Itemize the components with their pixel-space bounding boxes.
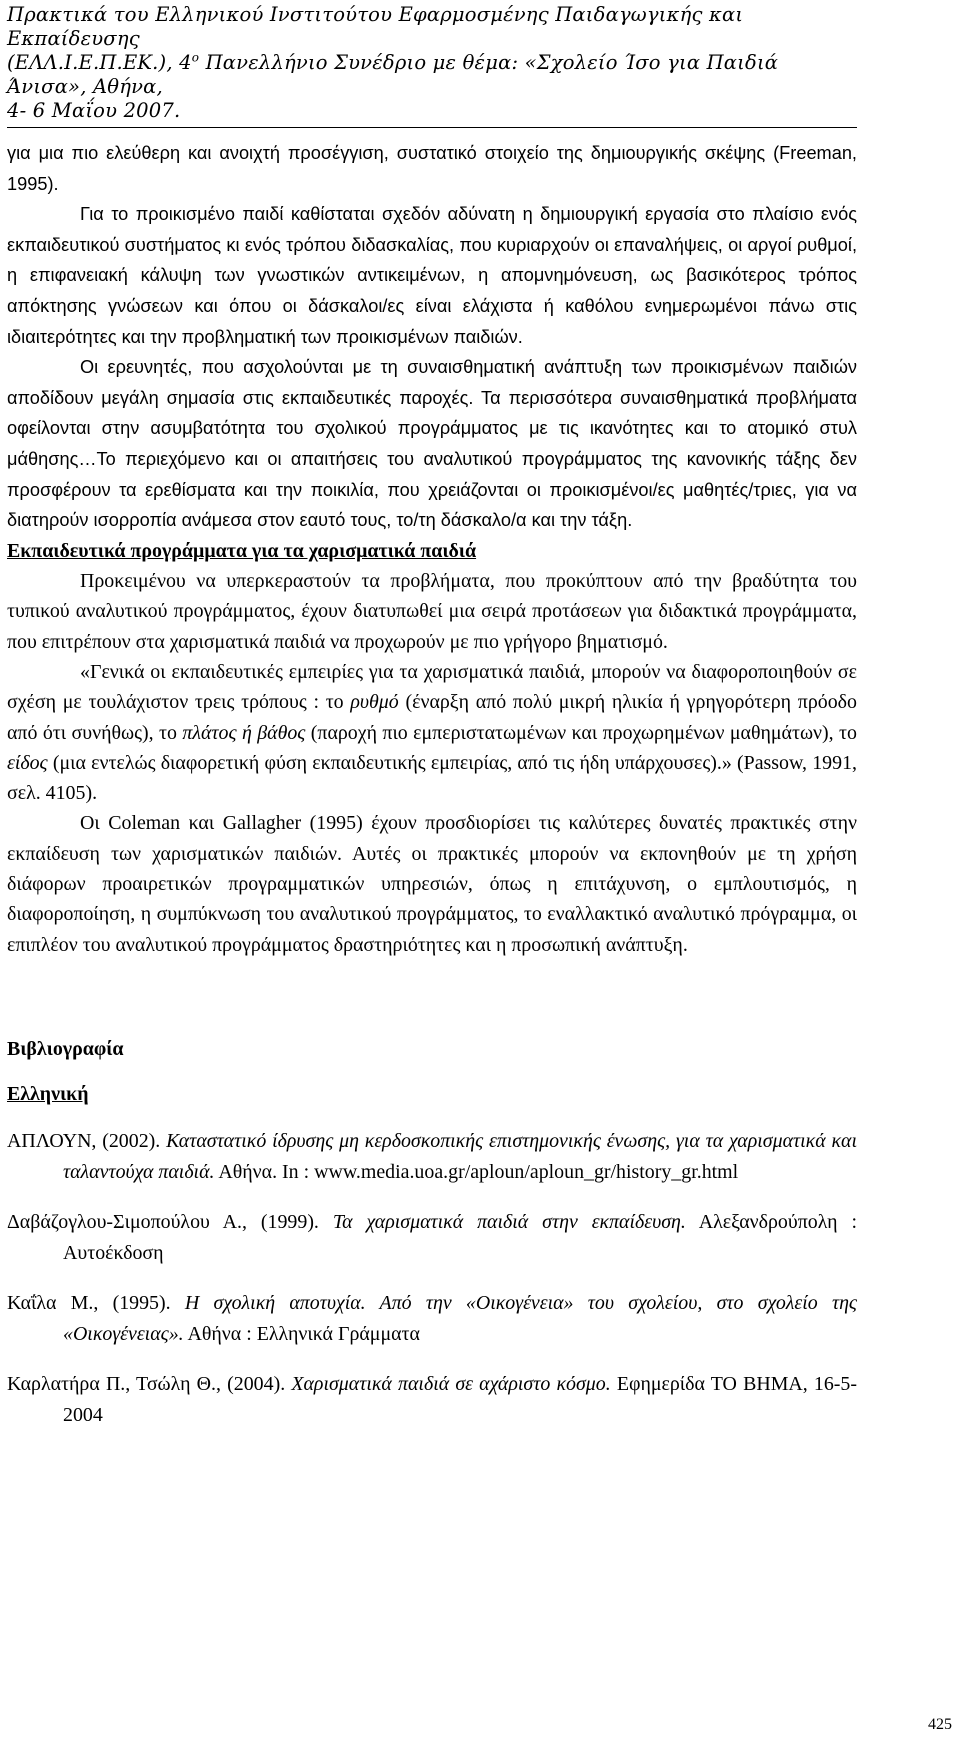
header-line-3: 4- 6 Μαΐου 2007. xyxy=(7,99,181,122)
reference-author: Δαβάζογλου-Σιμοπούλου Α., (1999). xyxy=(7,1210,333,1233)
paragraph-1: για μια πιο ελεύθερη και ανοιχτή προσέγγιση, συστατικό στοιχείο της δημιουργικής σκέψης (Freeman, 1995). xyxy=(7,143,857,194)
running-header xyxy=(7,3,857,123)
header-line-2-b: Πανελλήνιο Συνέδριο με θέμα: «Σχολείο Ίσο για Παιδιά Άνισα», Αθήνα, xyxy=(7,51,779,98)
quote-italic-3: είδος xyxy=(7,751,48,774)
reference-details: Εφημερίδα ΤΟ ΒΗΜΑ, 16-5-2004 xyxy=(63,1372,857,1426)
quote-part-3: (παροχή πιο εμπεριστατωμένων και προχωρημένων μαθημάτων), το xyxy=(305,721,857,744)
section-quote xyxy=(7,657,857,808)
reference-item xyxy=(7,1207,857,1269)
reference-author: Καΐλα Μ., (1995). xyxy=(7,1291,185,1314)
quote-italic-1: ρυθμό xyxy=(350,691,399,714)
document-page xyxy=(7,0,857,1431)
header-line-2 xyxy=(7,51,857,99)
reference-title: Η σχολική αποτυχία. Από την «Οικογένεια» του σχολείου, στο σχολείο της «Οικογένειας». xyxy=(63,1291,858,1345)
reference-details: Αθήνα : Ελληνικά Γράμματα xyxy=(183,1322,420,1345)
section-text xyxy=(7,566,857,960)
header-divider xyxy=(7,127,857,128)
reference-title: Καταστατικό ίδρυσης μη κερδοσκοπικής επιστημονικής ένωσης, για τα χαρισματικά και ταλαντούχα παιδιά. xyxy=(63,1129,858,1183)
page-number: 425 xyxy=(928,1716,952,1733)
quote-italic-2: πλάτος ή βάθος xyxy=(182,721,306,744)
paragraph-3: Οι ερευνητές, που ασχολούνται με τη συναισθηματική ανάπτυξη των προικισμένων παιδιών αποδίδουν μεγάλη σημασία στις εκπαιδευτικές παροχές. Τα περισσότερα συναισθηματικά προβλήματα οφείλονται στην ασυμβατότητα του σχολικού προγράμματος με τις ικανότητες και το ατομικό στυλ μάθησης…Το περιεχόμενο και οι απαιτήσεις του αναλυτικού προγράμματος της κανονικής τάξης δεν προσφέρουν τα ερεθίσματα και την ποικιλία, που χρειάζονται οι προικισμένοι/ες μαθητές/τριες, για να διατηρούν ισορροπία ανάμεσα στον εαυτό τους, το/τη δάσκαλο/α και την τάξη. xyxy=(7,357,857,531)
header-line-2-a: (ΕΛΛ.Ι.Ε.Π.ΕΚ.), 4 xyxy=(7,51,192,74)
reference-item xyxy=(7,1288,857,1350)
body-text xyxy=(7,138,857,536)
paragraph-2: Για το προικισμένο παιδί καθίσταται σχεδόν αδύνατη η δημιουργική εργασία στο πλαίσιο ενός εκπαιδευτικού συστήματος κι ενός τρόπου διδασκαλίας, που κυριαρχούν οι επαναλήψεις, οι αργοί ρυθμοί, η επιφανειακή κάλυψη των γνωστικών αντικειμένων, η απομνημόνευση, ως βασικότερος τρόπος απόκτησης γνώσεων και όπου οι δάσκαλοι/ες είναι ελάχιστα ή καθόλου ενημερωμένοι πάνω στις ιδιαιτερότητες και την προβληματική των προικισμένων παιδιών. xyxy=(7,204,857,347)
reference-title: Χαρισματικά παιδιά σε αχάριστο κόσμο. xyxy=(291,1372,611,1395)
reference-item xyxy=(7,1369,857,1431)
header-line-2-sup: ο xyxy=(191,50,200,65)
reference-author: Καρλατήρα Π., Τσώλη Θ., (2004). xyxy=(7,1372,292,1395)
quote-part-4: (μια εντελώς διαφορετική φύση εκπαιδευτικής εμπειρίας, από τις ήδη υπάρχουσες).» (Passow, 1991, σελ. 4105). xyxy=(7,751,857,805)
section-paragraph-1: Προκειμένου να υπερκεραστούν τα προβλήματα, που προκύπτουν από την βραδύτητα του τυπικού αναλυτικού προγράμματος, έχουν διατυπωθεί μια σειρά προτάσεων για διδακτικά προγράμματα, που επιτρέπουν στα χαρισματικά παιδιά να προχωρούν με πιο γρήγορο βηματισμό. xyxy=(7,570,857,653)
section-paragraph-3: Οι Coleman και Gallagher (1995) έχουν προσδιορίσει τις καλύτερες δυνατές πρακτικές στην εκπαίδευση των χαρισματικών παιδιών. Αυτές οι πρακτικές μπορούν να εκπονηθούν με τη χρήση διάφορων προαιρετικών προγραμματικών υπηρεσιών, όπως η επιτάχυνση, ο εμπλουτισμός, η διαφοροποίηση, η συμπύκνωση του αναλυτικού προγράμματος, το εναλλακτικό αναλυτικό πρόγραμμα, οι επιπλέον του αναλυτικού προγράμματος δραστηριότητες και η προσωπική ανάπτυξη. xyxy=(7,812,857,956)
reference-item xyxy=(7,1126,857,1188)
reference-title: Τα χαρισματικά παιδιά στην εκπαίδευση. xyxy=(332,1210,686,1233)
reference-author: ΑΠΛΟΥΝ, (2002). xyxy=(7,1129,167,1152)
bibliography-subtitle: Ελληνική xyxy=(7,1082,89,1105)
quote-part-1: «Γενικά οι εκπαιδευτικές εμπειρίες για τα χαρισματικά παιδιά, μπορούν να διαφοροποιηθούν σε σχέση με τουλάχιστον τρεις τρόπους : το xyxy=(7,660,857,714)
bibliography-title: Βιβλιογραφία xyxy=(7,1037,124,1060)
header-line-1: Πρακτικά του Ελληνικού Ινστιτούτου Εφαρμοσμένης Παιδαγωγικής και Εκπαίδευσης xyxy=(7,3,744,50)
reference-details: Αθήνα. In : www.media.uoa.gr/aploun/aploun_gr/history_gr.html xyxy=(214,1160,739,1183)
reference-details: Αλεξανδρούπολη : Αυτοέκδοση xyxy=(63,1210,858,1264)
quote-part-2: (έναρξη από πολύ μικρή ηλικία ή γρηγορότερη πρόοδο από ότι συνήθως), το xyxy=(7,691,857,744)
section-heading: Εκπαιδευτικά προγράμματα για τα χαρισματικά παιδιά xyxy=(7,539,477,562)
